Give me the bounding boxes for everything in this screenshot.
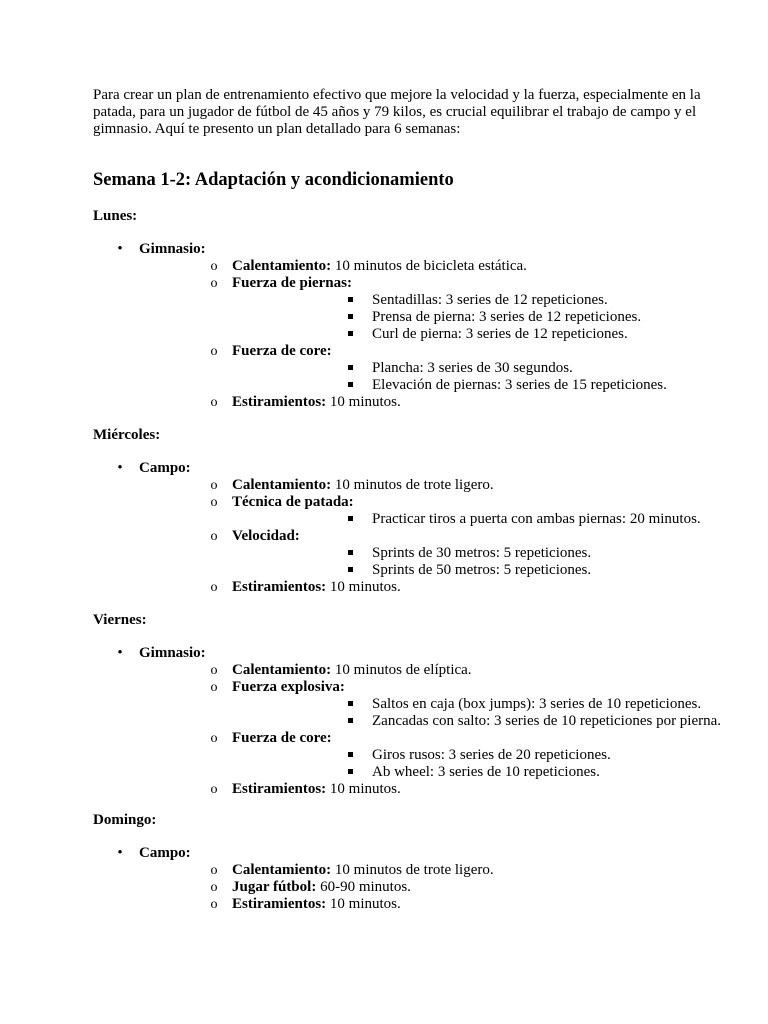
activity-list <box>139 477 701 596</box>
square-bullet-icon <box>348 365 353 370</box>
activity-label: Jugar fútbol: <box>232 879 317 895</box>
activity-line <box>232 494 354 510</box>
day-plan <box>93 845 494 913</box>
circle-bullet-icon: o <box>210 529 218 544</box>
activity-label: Estiramientos: <box>232 781 327 797</box>
activity-line <box>232 275 352 291</box>
exercise-item <box>232 747 721 764</box>
circle-bullet-icon: o <box>210 880 218 895</box>
activity-line <box>232 862 494 878</box>
exercise-item <box>232 545 701 562</box>
section-list <box>93 645 721 798</box>
activity-item <box>139 579 701 596</box>
exercise-item <box>232 764 721 781</box>
day-plan <box>93 460 701 596</box>
activity-item <box>139 879 494 896</box>
square-bullet-icon <box>348 516 353 521</box>
section-list <box>93 241 667 411</box>
square-bullet-icon <box>348 701 353 706</box>
square-bullet-icon <box>348 331 353 336</box>
activity-label: Estiramientos: <box>232 579 327 595</box>
activity-list <box>139 662 721 798</box>
activity-text: 10 minutos de trote ligero. <box>331 862 494 878</box>
activity-line <box>232 579 401 595</box>
section-label: Campo: <box>139 460 191 476</box>
square-bullet-icon <box>348 382 353 387</box>
exercise-text: Practicar tiros a puerta con ambas piernas: 20 minutos. <box>372 511 701 527</box>
circle-bullet-icon: o <box>210 395 218 410</box>
exercise-item <box>232 562 701 579</box>
activity-item <box>139 275 667 343</box>
activity-item <box>139 258 667 275</box>
intro-paragraph: Para crear un plan de entrenamiento efectivo que mejore la velocidad y la fuerza, especialmente en la patada, para un jugador de fútbol de 45 años y 79 kilos, es crucial equilibrar el trabajo de campo y el gimnasio. Aquí te presento un plan detallado para 6 semanas: <box>93 87 701 137</box>
activity-line <box>232 258 527 274</box>
exercise-list <box>232 292 667 343</box>
exercise-text: Plancha: 3 series de 30 segundos. <box>372 360 573 376</box>
activity-line <box>232 528 300 544</box>
activity-text: 10 minutos. <box>326 579 401 595</box>
activity-text: 10 minutos. <box>326 394 401 410</box>
exercise-item <box>232 292 667 309</box>
activity-line <box>232 781 401 797</box>
exercise-list <box>232 747 721 781</box>
day-title: Domingo: <box>93 812 157 828</box>
exercise-list <box>232 696 721 730</box>
circle-bullet-icon: o <box>210 863 218 878</box>
circle-bullet-icon: o <box>210 680 218 695</box>
document-page <box>93 87 722 912</box>
exercise-item <box>232 696 721 713</box>
activity-label: Fuerza de piernas: <box>232 275 352 291</box>
day-plan <box>93 645 721 798</box>
circle-bullet-icon: o <box>210 731 218 746</box>
square-bullet-icon <box>348 297 353 302</box>
circle-bullet-icon: o <box>210 782 218 797</box>
activity-item <box>139 528 701 579</box>
square-bullet-icon <box>348 769 353 774</box>
activity-label: Fuerza explosiva: <box>232 679 345 695</box>
section-list <box>93 460 701 596</box>
day-title: Lunes: <box>93 208 138 224</box>
section-label: Gimnasio: <box>139 645 206 661</box>
exercise-item <box>232 511 701 528</box>
section-item <box>93 645 721 798</box>
circle-bullet-icon: o <box>210 580 218 595</box>
exercise-item <box>232 713 721 730</box>
exercise-item <box>232 360 667 377</box>
activity-list <box>139 258 667 411</box>
bullet-icon: • <box>117 845 123 861</box>
activity-item <box>139 862 494 879</box>
activity-item <box>139 679 721 730</box>
square-bullet-icon <box>348 314 353 319</box>
activity-list <box>139 862 494 913</box>
activity-item <box>139 394 667 411</box>
exercise-list <box>232 511 701 528</box>
activity-line <box>232 879 411 895</box>
section-label: Gimnasio: <box>139 241 206 257</box>
exercise-text: Curl de pierna: 3 series de 12 repeticiones. <box>372 326 628 342</box>
activity-text: 10 minutos de elíptica. <box>331 662 472 678</box>
square-bullet-icon <box>348 550 353 555</box>
activity-text: 60-90 minutos. <box>316 879 411 895</box>
activity-line <box>232 679 345 695</box>
section-item <box>93 241 667 411</box>
exercise-text: Saltos en caja (box jumps): 3 series de 10 repeticiones. <box>372 696 702 712</box>
section-item <box>93 845 494 913</box>
activity-text: 10 minutos de trote ligero. <box>331 477 494 493</box>
activity-item <box>139 896 494 913</box>
day-title: Viernes: <box>93 612 147 628</box>
activity-label: Fuerza de core: <box>232 730 332 746</box>
circle-bullet-icon: o <box>210 276 218 291</box>
section-item <box>93 460 701 596</box>
exercise-list <box>232 545 701 579</box>
activity-text: 10 minutos. <box>326 896 401 912</box>
exercise-item <box>232 309 667 326</box>
bullet-icon: • <box>117 241 123 257</box>
exercise-text: Sprints de 50 metros: 5 repeticiones. <box>372 562 592 578</box>
activity-label: Calentamiento: <box>232 258 332 274</box>
activity-label: Velocidad: <box>232 528 300 544</box>
day-title: Miércoles: <box>93 427 161 443</box>
circle-bullet-icon: o <box>210 344 218 359</box>
circle-bullet-icon: o <box>210 495 218 510</box>
exercise-text: Sprints de 30 metros: 5 repeticiones. <box>372 545 592 561</box>
bullet-icon: • <box>117 645 123 661</box>
day-plan <box>93 241 667 411</box>
square-bullet-icon <box>348 567 353 572</box>
activity-label: Fuerza de core: <box>232 343 332 359</box>
circle-bullet-icon: o <box>210 663 218 678</box>
square-bullet-icon <box>348 752 353 757</box>
exercise-item <box>232 326 667 343</box>
activity-text: 10 minutos. <box>326 781 401 797</box>
activity-line <box>232 662 472 678</box>
exercise-text: Ab wheel: 3 series de 10 repeticiones. <box>372 764 600 780</box>
activity-item <box>139 781 721 798</box>
exercise-text: Zancadas con salto: 3 series de 10 repeticiones por pierna. <box>372 713 722 729</box>
section-list <box>93 845 494 913</box>
activity-label: Calentamiento: <box>232 862 332 878</box>
section-label: Campo: <box>139 845 191 861</box>
activity-item <box>139 343 667 394</box>
exercise-text: Giros rusos: 3 series de 20 repeticiones. <box>372 747 611 763</box>
activity-label: Estiramientos: <box>232 394 327 410</box>
square-bullet-icon <box>348 718 353 723</box>
exercise-item <box>232 377 667 394</box>
activity-label: Estiramientos: <box>232 896 327 912</box>
activity-item <box>139 477 701 494</box>
week-heading: Semana 1-2: Adaptación y acondicionamiento <box>93 170 454 190</box>
exercise-text: Sentadillas: 3 series de 12 repeticiones. <box>372 292 608 308</box>
activity-text: 10 minutos de bicicleta estática. <box>331 258 527 274</box>
activity-line <box>232 730 332 746</box>
activity-line <box>232 477 494 493</box>
circle-bullet-icon: o <box>210 259 218 274</box>
activity-label: Técnica de patada: <box>232 494 354 510</box>
circle-bullet-icon: o <box>210 478 218 493</box>
activity-item <box>139 662 721 679</box>
activity-item <box>139 494 701 528</box>
bullet-icon: • <box>117 460 123 476</box>
activity-line <box>232 896 401 912</box>
exercise-text: Elevación de piernas: 3 series de 15 repeticiones. <box>372 377 667 393</box>
activity-label: Calentamiento: <box>232 477 332 493</box>
activity-label: Calentamiento: <box>232 662 332 678</box>
circle-bullet-icon: o <box>210 897 218 912</box>
exercise-list <box>232 360 667 394</box>
activity-item <box>139 730 721 781</box>
activity-line <box>232 394 401 410</box>
exercise-text: Prensa de pierna: 3 series de 12 repeticiones. <box>372 309 642 325</box>
activity-line <box>232 343 332 359</box>
